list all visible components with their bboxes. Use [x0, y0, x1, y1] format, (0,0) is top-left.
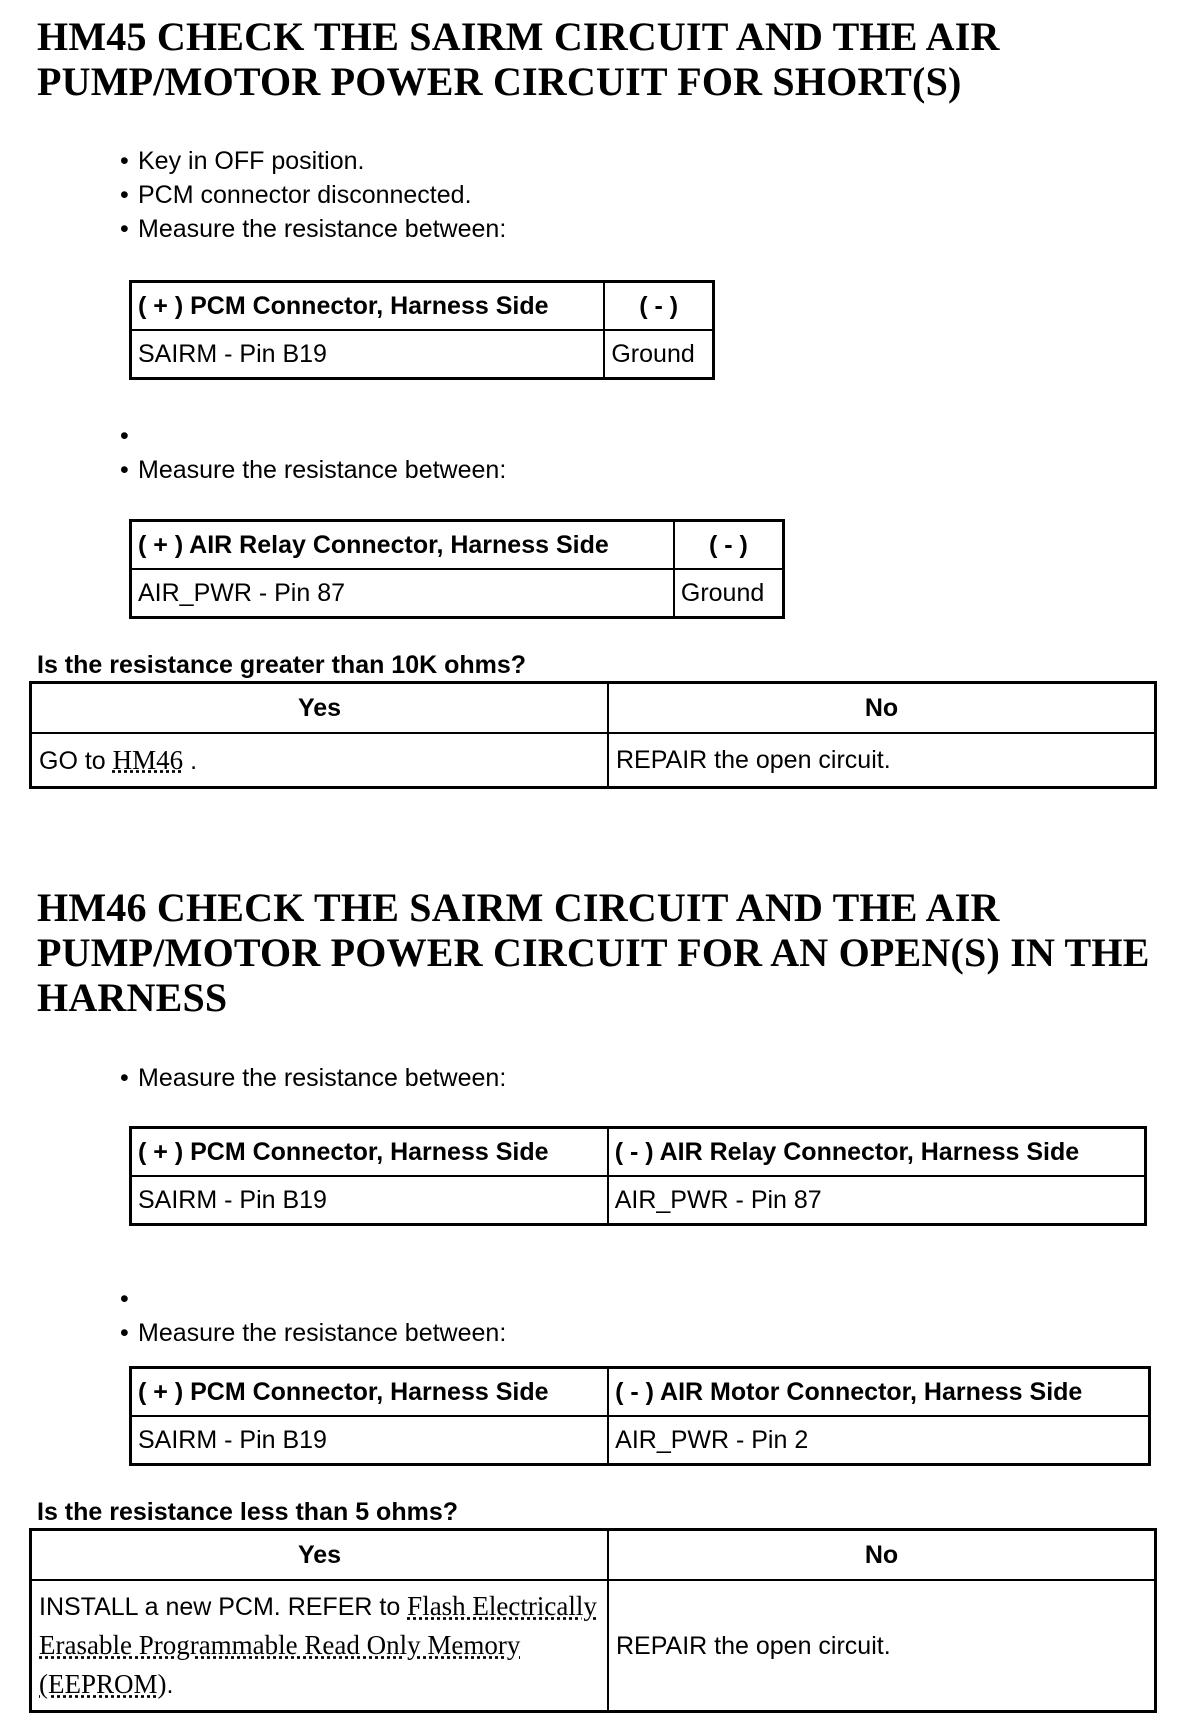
- bullet-item: • Measure the resistance between:: [120, 1061, 506, 1095]
- yes-prefix: GO to: [39, 746, 106, 775]
- yes-suffix: .: [166, 1671, 174, 1699]
- hm45-measure-table-2: [129, 519, 785, 619]
- pos-header: ( + ) PCM Connector, Harness Side: [131, 1128, 608, 1177]
- no-cell: REPAIR the open circuit.: [608, 1580, 1156, 1712]
- eeprom-link[interactable]: Flash Electrically Erasable Programmable Read Only Memory (EEPROM): [39, 1591, 597, 1699]
- hm45-bullet-list-2: [120, 419, 506, 487]
- hm46-title: [37, 885, 1177, 1020]
- hm45-decision-table: [29, 681, 1157, 789]
- hm46-bullet-list: [120, 1061, 506, 1095]
- neg-value: Ground: [674, 569, 784, 618]
- neg-value: AIR_PWR - Pin 2: [608, 1416, 1149, 1465]
- pos-value: SAIRM - Pin B19: [131, 1176, 608, 1225]
- hm46-decision-table: [29, 1528, 1157, 1713]
- yes-cell: [31, 1580, 609, 1712]
- yes-header: Yes: [31, 683, 609, 734]
- pos-value: SAIRM - Pin B19: [131, 1416, 609, 1465]
- neg-value: AIR_PWR - Pin 87: [608, 1176, 1146, 1225]
- bullet-item: • Measure the resistance between:: [120, 212, 506, 246]
- no-header: No: [608, 683, 1156, 734]
- hm45-question: Is the resistance greater than 10K ohms?: [37, 651, 527, 679]
- yes-cell: [31, 733, 609, 788]
- yes-suffix: .: [190, 746, 198, 775]
- bullet-item: • Measure the resistance between:: [120, 1316, 506, 1350]
- pos-header: ( + ) PCM Connector, Harness Side: [131, 1368, 609, 1417]
- hm46-link[interactable]: HM46: [112, 744, 184, 775]
- neg-header: ( - ) AIR Motor Connector, Harness Side: [608, 1368, 1149, 1417]
- hm46-title-line2: PUMP/MOTOR POWER CIRCUIT FOR AN OPEN(S) IN THE: [37, 930, 1150, 975]
- pos-value: SAIRM - Pin B19: [131, 330, 605, 379]
- pos-value: AIR_PWR - Pin 87: [131, 569, 674, 618]
- bullet-item: [120, 419, 506, 453]
- bullet-item: • PCM connector disconnected.: [120, 178, 506, 212]
- pos-header: ( + ) PCM Connector, Harness Side: [131, 282, 605, 331]
- hm46-question: Is the resistance less than 5 ohms?: [37, 1498, 458, 1526]
- hm46-title-line1: HM46 CHECK THE SAIRM CIRCUIT AND THE AIR: [37, 885, 1000, 930]
- neg-header: ( - ) AIR Relay Connector, Harness Side: [608, 1128, 1146, 1177]
- bullet-item: • Key in OFF position.: [120, 144, 506, 178]
- hm45-title-line1: HM45 CHECK THE SAIRM CIRCUIT AND THE AIR: [37, 14, 1000, 59]
- hm45-title: [37, 14, 1177, 104]
- neg-header: ( - ): [674, 521, 784, 570]
- yes-prefix: INSTALL a new PCM. REFER to: [39, 1593, 401, 1621]
- bullet-item: [120, 1282, 506, 1316]
- hm46-bullet-list-2: [120, 1282, 506, 1350]
- hm45-title-line2: PUMP/MOTOR POWER CIRCUIT FOR SHORT(S): [37, 59, 962, 104]
- hm46-title-line3: HARNESS: [37, 975, 228, 1020]
- neg-value: Ground: [604, 330, 713, 379]
- no-header: No: [608, 1530, 1156, 1581]
- yes-header: Yes: [31, 1530, 609, 1581]
- neg-header: ( - ): [604, 282, 713, 331]
- hm46-measure-table-1: [129, 1126, 1147, 1226]
- hm46-measure-table-2: [129, 1366, 1151, 1466]
- pos-header: ( + ) AIR Relay Connector, Harness Side: [131, 521, 674, 570]
- bullet-item: • Measure the resistance between:: [120, 453, 506, 487]
- hm45-bullet-list: [120, 144, 506, 246]
- hm45-measure-table-1: [129, 280, 715, 380]
- no-cell: REPAIR the open circuit.: [608, 733, 1156, 788]
